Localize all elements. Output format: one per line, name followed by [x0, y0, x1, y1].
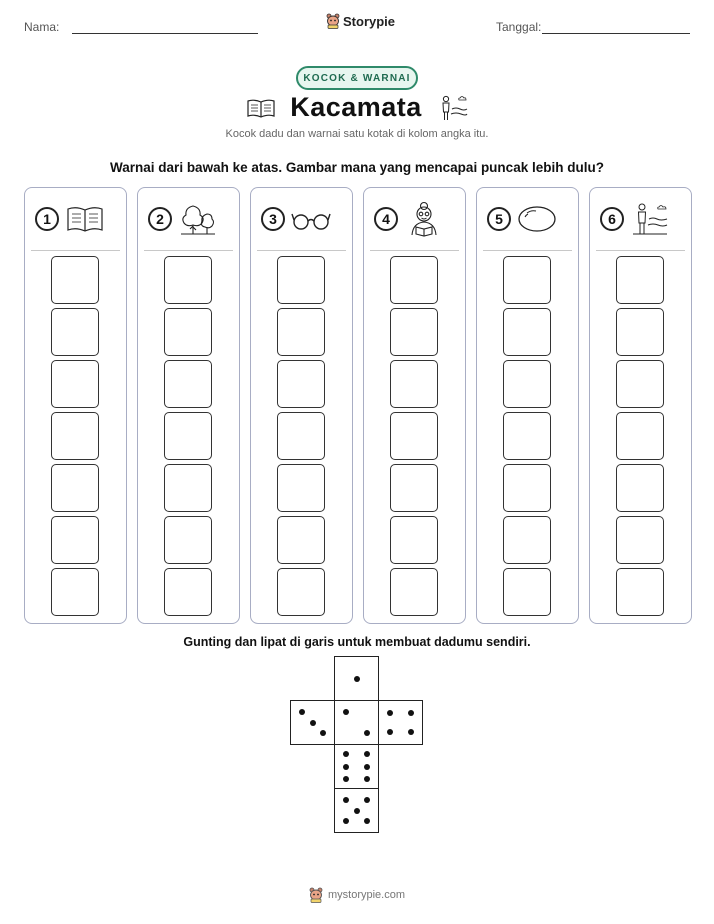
color-box[interactable]: [503, 360, 551, 408]
die-pip: [354, 808, 360, 814]
die-pip: [408, 710, 414, 716]
color-box[interactable]: [164, 360, 212, 408]
date-label: Tanggal:: [496, 20, 542, 34]
die-face-6: [334, 744, 379, 789]
die-pip: [364, 764, 370, 770]
color-box[interactable]: [503, 568, 551, 616]
activity-badge: KOCOK & WARNAI: [296, 66, 418, 90]
die-pip: [343, 751, 349, 757]
color-box[interactable]: [616, 308, 664, 356]
person-at-sea-icon: [631, 201, 669, 237]
storypie-mascot-icon: [309, 887, 323, 903]
color-box[interactable]: [390, 308, 438, 356]
date-line: [542, 33, 690, 34]
brand-name: Storypie: [343, 13, 396, 29]
color-box[interactable]: [277, 360, 325, 408]
die-pip: [364, 818, 370, 824]
color-box[interactable]: [616, 568, 664, 616]
die-pip: [408, 729, 414, 735]
column-6: [589, 187, 692, 624]
color-box[interactable]: [277, 412, 325, 460]
grandma-reading-icon: [405, 201, 443, 237]
color-box[interactable]: [277, 464, 325, 512]
color-box[interactable]: [390, 412, 438, 460]
instruction: Warnai dari bawah ke atas. Gambar mana yang mencapai puncak lebih dulu?: [110, 160, 604, 175]
cut-instruction: Gunting dan lipat di garis untuk membuat dadumu sendiri.: [183, 635, 531, 649]
color-box[interactable]: [503, 308, 551, 356]
color-box[interactable]: [503, 516, 551, 564]
die-pip: [343, 709, 349, 715]
color-box[interactable]: [503, 412, 551, 460]
column-5: [476, 187, 579, 624]
die-pip: [310, 720, 316, 726]
color-box[interactable]: [503, 256, 551, 304]
color-box[interactable]: [390, 360, 438, 408]
color-box[interactable]: [616, 516, 664, 564]
color-columns: [24, 187, 690, 624]
die-pip: [354, 676, 360, 682]
column-divider: [483, 250, 572, 251]
color-box[interactable]: [51, 308, 99, 356]
column-number: 1: [35, 207, 59, 231]
open-book-icon: [66, 204, 104, 234]
brand-logo: [326, 13, 395, 29]
color-box[interactable]: [164, 308, 212, 356]
color-box[interactable]: [390, 464, 438, 512]
die-pip: [343, 764, 349, 770]
page-title: Kacamata: [290, 92, 422, 122]
column-1: [24, 187, 127, 624]
column-divider: [596, 250, 685, 251]
color-box[interactable]: [616, 464, 664, 512]
die-pip: [343, 776, 349, 782]
color-box[interactable]: [51, 516, 99, 564]
column-divider: [31, 250, 120, 251]
color-box[interactable]: [503, 464, 551, 512]
die-face-1: [334, 656, 379, 701]
color-box[interactable]: [51, 412, 99, 460]
die-pip: [299, 709, 305, 715]
die-pip: [343, 818, 349, 824]
color-box[interactable]: [51, 360, 99, 408]
color-box[interactable]: [390, 516, 438, 564]
color-box[interactable]: [390, 568, 438, 616]
color-box[interactable]: [164, 256, 212, 304]
die-pip: [387, 710, 393, 716]
die-face-3: [290, 700, 335, 745]
die-pip: [364, 730, 370, 736]
storypie-mascot-icon: [326, 13, 340, 29]
die-face-4: [378, 700, 423, 745]
die-pip: [364, 797, 370, 803]
lens-icon: [517, 204, 557, 234]
color-box[interactable]: [164, 412, 212, 460]
die-face-5: [334, 788, 379, 833]
column-divider: [144, 250, 233, 251]
color-box[interactable]: [277, 568, 325, 616]
column-divider: [370, 250, 459, 251]
color-box[interactable]: [277, 256, 325, 304]
die-face-2: [334, 700, 379, 745]
footer: [0, 887, 714, 903]
color-box[interactable]: [51, 568, 99, 616]
column-number: 4: [374, 207, 398, 231]
trees-icon: [179, 202, 217, 236]
color-box[interactable]: [390, 256, 438, 304]
color-box[interactable]: [164, 464, 212, 512]
die-pip: [320, 730, 326, 736]
color-box[interactable]: [164, 516, 212, 564]
title-row: [0, 92, 714, 123]
column-number: 5: [487, 207, 511, 231]
column-number: 2: [148, 207, 172, 231]
color-box[interactable]: [616, 360, 664, 408]
column-2: [137, 187, 240, 624]
color-box[interactable]: [616, 256, 664, 304]
subtitle: Kocok dadu dan warnai satu kotak di kolom angka itu.: [225, 128, 489, 140]
color-box[interactable]: [277, 516, 325, 564]
open-book-icon: [246, 97, 276, 119]
column-divider: [257, 250, 346, 251]
name-line: [72, 33, 258, 34]
die-pip: [387, 729, 393, 735]
person-at-sea-icon: [436, 93, 468, 123]
glasses-icon: [291, 206, 331, 232]
die-pip: [364, 776, 370, 782]
column-number: 6: [600, 207, 624, 231]
color-box[interactable]: [164, 568, 212, 616]
column-3: [250, 187, 353, 624]
color-box[interactable]: [616, 412, 664, 460]
die-pip: [364, 751, 370, 757]
color-box[interactable]: [51, 256, 99, 304]
name-label: Nama:: [24, 20, 60, 34]
column-number: 3: [261, 207, 285, 231]
die-pip: [343, 797, 349, 803]
column-4: [363, 187, 466, 624]
footer-url: mystorypie.com: [327, 889, 406, 901]
color-box[interactable]: [51, 464, 99, 512]
color-box[interactable]: [277, 308, 325, 356]
